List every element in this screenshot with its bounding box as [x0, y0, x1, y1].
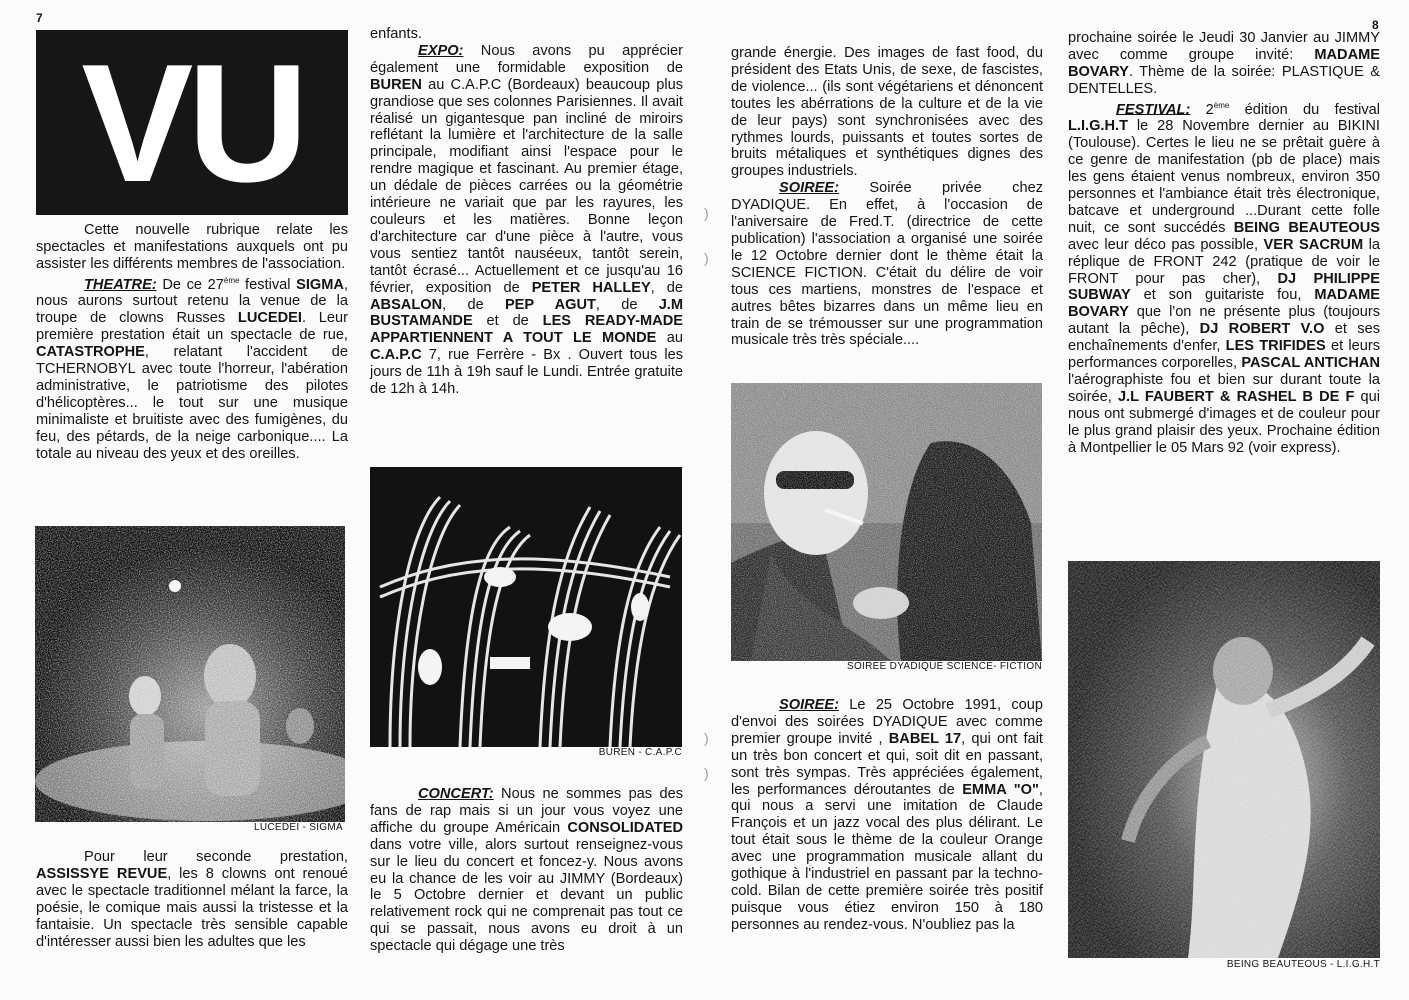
- text: , de: [595, 296, 659, 313]
- page-number-right: 8: [1372, 18, 1379, 32]
- text: , nous aurons surtout retenu la venue de la troupe de clowns Russes: [36, 276, 349, 327]
- name-light: L.I.G.H.T: [1068, 118, 1128, 135]
- theatre-heading: THEATRE:: [84, 276, 157, 293]
- column-3-top: [731, 45, 1043, 349]
- text: et leurs performances corporelles,: [1068, 338, 1380, 372]
- photo-soiree-image: [731, 383, 1042, 661]
- name-being-beauteous: BEING BEAUTEOUS: [1233, 219, 1380, 236]
- col2-continuation: enfants.: [370, 26, 422, 42]
- text: dans votre ville, alors surtout renseignez-vous sur le lieu du concert et foncez-y. Nous avons eu la chance de les voir au JIMMY (Bordeaux) le 5 Octobre dernier et devant un public relativement rock qui ne comprenait pas tout ce qui se passait, nous avons eu droit à un spectacle qui dégage une très: [370, 836, 683, 955]
- text: Le 25 Octobre 1991, coup d'envoi des soirées DYADIQUE avec comme premier groupe invité ,: [731, 697, 1043, 747]
- text: au: [656, 330, 683, 347]
- scan-mark: ): [704, 250, 709, 266]
- festival-heading: FESTIVAL:: [1116, 101, 1191, 118]
- superscript: ème: [1213, 100, 1230, 110]
- theatre-paragraph: [36, 273, 348, 463]
- text: avec leur déco pas possible,: [1068, 236, 1264, 253]
- text: , relatant l'accident de TCHERNOBYL avec toute l'horreur, l'abération administrative, le patriotisme des pilotes d'hélicoptères... le tout sur une musique minimaliste et bruitiste avec des fumigènes, du feu, des pétards, de la neige carbonique.... La totale au niveau des yeux et des oreilles.: [36, 344, 348, 462]
- caption-buren: BUREN - C.A.P.C: [598, 747, 682, 758]
- soiree1-heading: SOIREE:: [779, 180, 840, 197]
- text: le 28 Novembre dernier au BIKINI (Toulouse). Certes le lieu ne se prêtait guère à ce genre de manifestation (pb de place) mais les gens étaient venus nombreux, environ 350 personnes et l'ambiance était très électronique, batcave et underground ...Durant cette folle nuit, ce sont succédés: [1068, 118, 1380, 236]
- name-madame-bovary-2: MADAME BOVARY: [1068, 287, 1380, 321]
- expo-heading: EXPO:: [418, 42, 464, 59]
- caption-lucedei: LUCEDEI - SIGMA: [254, 822, 343, 833]
- name-consolidated: CONSOLIDATED: [567, 819, 683, 836]
- name-sigma: SIGMA: [296, 276, 344, 293]
- text: . Leur première prestation était un spectacle de rue,: [36, 310, 348, 344]
- name-peter-halley: PETER HALLEY: [531, 279, 651, 296]
- page-number-left: 7: [36, 11, 43, 25]
- concert-heading: CONCERT:: [418, 786, 494, 802]
- text: 2: [1190, 101, 1214, 118]
- text: , les 8 clowns ont renoué avec le spectacle traditionnel mélant la farce, la poésie, le comique mais aussi la tristesse et la fantaisie. Un spectacle très sensible capable d'intéresser aussi bien les adultes que les: [36, 865, 348, 950]
- text: , qui ont fait un très bon concert et qui, soit dit en passant, sont très sympas. Très appréciées également, les performances déroutantes de: [731, 730, 1043, 798]
- name-catastrophe: CATASTROPHE: [36, 344, 145, 361]
- text: De ce 27: [156, 276, 224, 293]
- text: édition du festival: [1229, 101, 1380, 118]
- masthead-vu: VU: [36, 30, 348, 215]
- column-1-bottom: [36, 849, 348, 950]
- column-2-top: [370, 26, 683, 398]
- festival-paragraph: [1068, 98, 1380, 457]
- photo-being-beauteous-image: [1068, 561, 1380, 958]
- column-2-bottom: [370, 786, 683, 955]
- text: Pour leur seconde prestation,: [84, 849, 348, 865]
- photo-being-beauteous: [1068, 561, 1380, 958]
- name-les-trifides: LES TRIFIDES: [1225, 338, 1326, 355]
- photo-lucedei-image: [35, 526, 345, 822]
- soiree2-paragraph: [731, 697, 1043, 934]
- text: prochaine soirée le Jeudi 30 Janvier au JIMMY avec comme groupe invité:: [1068, 30, 1380, 63]
- second-prestation-paragraph: [36, 849, 348, 950]
- caption-soiree-dyadique: SOIREE DYADIQUE SCIENCE- FICTION: [847, 661, 1042, 672]
- col3-continuation: grande énergie. Des images de fast food, du président des Etats Unis, de sexe, de fascistes, de violence... (ils sont végétariens et dénoncent toutes les abérrations de la culture et de la vie de leur pays) sont synchronisées avec des rythmes lourds, puissants et toutes sortes de bruits métaliques et synthétiques dignes des groupes industriels.: [731, 45, 1043, 180]
- intro-paragraph: Cette nouvelle rubrique relate les spectacles et manifestations auxquels ont pu assister les différents membres de l'association.: [36, 222, 348, 272]
- name-emma-o: EMMA "O": [962, 781, 1039, 798]
- text: qui nous ont submergé d'images et de couleur pour le plus grand plaisir des yeux. Prochaine édition à Montpellier le 05 Mars 92 (voir express).: [1068, 388, 1381, 456]
- name-dj-robert-vo: DJ ROBERT V.O: [1199, 321, 1325, 338]
- soiree2-heading: SOIREE:: [779, 697, 840, 713]
- text: Soirée privée chez DYADIQUE. En effet, à l'occasion de l'aniversaire de Fred.T. (directrice de cette publication) l'association a organisé une soirée le 12 Octobre dernier dont le thème était la SCIENCE FICTION. C'était du délire de voir tous ces martiens, monstres de l'espace et autres bêtes bizarres dans un même lieu en train de se trémousser sur une programmation musicale très très spéciale....: [731, 180, 1043, 349]
- text: et ses enchaînements d'enfer,: [1068, 321, 1380, 355]
- name-ver-sacrum: VER SACRUM: [1263, 236, 1364, 253]
- col4-continuation: [1068, 30, 1380, 98]
- photo-soiree-dyadique: [731, 383, 1042, 661]
- name-lucedei: LUCEDEI: [237, 310, 302, 327]
- column-4-top: [1068, 30, 1380, 457]
- name-dj-philippe-subway: DJ PHILIPPE SUBWAY: [1068, 270, 1380, 304]
- scan-mark: ): [704, 765, 709, 781]
- superscript: ème: [223, 275, 240, 285]
- text: 7, rue Ferrère - Bx . Ouvert tous les jours de 11h à 19h sauf le Lundi. Entrée gratuite de 12h à 14h.: [370, 347, 683, 398]
- name-madame-bovary: MADAME BOVARY: [1068, 46, 1380, 80]
- column-3-bottom: [731, 697, 1043, 934]
- text: Nous avons pu apprécier également une formidable exposition de: [370, 42, 683, 76]
- text: que l'on ne présente plus (toujours autant la pêche),: [1068, 304, 1380, 338]
- scan-mark: ): [704, 730, 709, 746]
- text: , qui nous a servi une imitation de Claude François et un jazz vocal des plus délirant. Le tout était sous le thème de la couleur Orange avec une programmation musicale allant du gothique à l'industriel en passant par la techno-cold. Bilan de cette première soirée très positif puisque vous étiez environ 150 à 180 personnes au rendez-vous. N'oubliez pas la: [731, 781, 1043, 933]
- text: , de: [442, 296, 505, 313]
- column-1-top: [36, 222, 348, 463]
- photo-buren: [370, 467, 682, 747]
- soiree1-paragraph: [731, 180, 1043, 349]
- text: la réplique de FRONT 242 (pratique de voir le FRONT pour pas cher),: [1068, 236, 1380, 287]
- text: Nous ne sommes pas des fans de rap mais si un jour vous voyez une affiche du groupe Américain: [370, 786, 683, 836]
- name-capc: C.A.P.C: [370, 347, 422, 364]
- text: , de: [650, 279, 683, 296]
- name-jm-bustamande: J.M BUSTAMANDE: [370, 296, 684, 330]
- name-babel-17: BABEL 17: [888, 730, 962, 747]
- name-pep-agut: PEP AGUT: [504, 296, 596, 313]
- photo-lucedei: [35, 526, 345, 822]
- name-jl-faubert: J.L FAUBERT & RASHEL B DE F: [1117, 388, 1355, 405]
- text: festival: [239, 276, 297, 293]
- name-ready-made: LES READY-MADE APPARTIENNENT A TOUT LE MONDE: [370, 313, 683, 347]
- text: et de: [472, 313, 543, 330]
- text: au C.A.P.C (Bordeaux) beaucoup plus grandiose que ses colonnes Parisiennes. Il avait réalisé un gigantesque pan incliné de miroirs reflétant la lumière et l'architecture de la salle principale, modifiant ainsi l'espace pour le rendre magique et fascinant. Au premier étage, un dédale de pièces carrées ou la géométrie intérieure ne variait que par les rayures, les couleurs et les matières. Bonne leçon d'architecture car d'une pièce à l'autre, vous vous sentiez tantôt nauséeux, tantôt serein, tantôt écrasé... Actuellement et ce jusqu'au 16 février, exposition de: [370, 76, 683, 296]
- text: et son guitariste fou,: [1130, 287, 1315, 304]
- name-pascal-antichan: PASCAL ANTICHAN: [1241, 355, 1380, 372]
- name-assissye-revue: ASSISSYE REVUE: [36, 865, 168, 882]
- photo-buren-image: [370, 467, 682, 747]
- concert-paragraph: [370, 786, 683, 955]
- scan-mark: ): [704, 205, 709, 221]
- name-buren: BUREN: [370, 76, 422, 93]
- caption-being-beauteous: BEING BEAUTEOUS - L.I.G.H.T: [1226, 959, 1380, 970]
- name-absalon: ABSALON: [370, 296, 443, 313]
- expo-paragraph: [370, 43, 683, 398]
- text: l'aérographiste fou et bien sur durant toute la soirée,: [1068, 371, 1380, 405]
- text: . Thème de la soirée: PLASTIQUE & DENTELLES.: [1068, 63, 1380, 97]
